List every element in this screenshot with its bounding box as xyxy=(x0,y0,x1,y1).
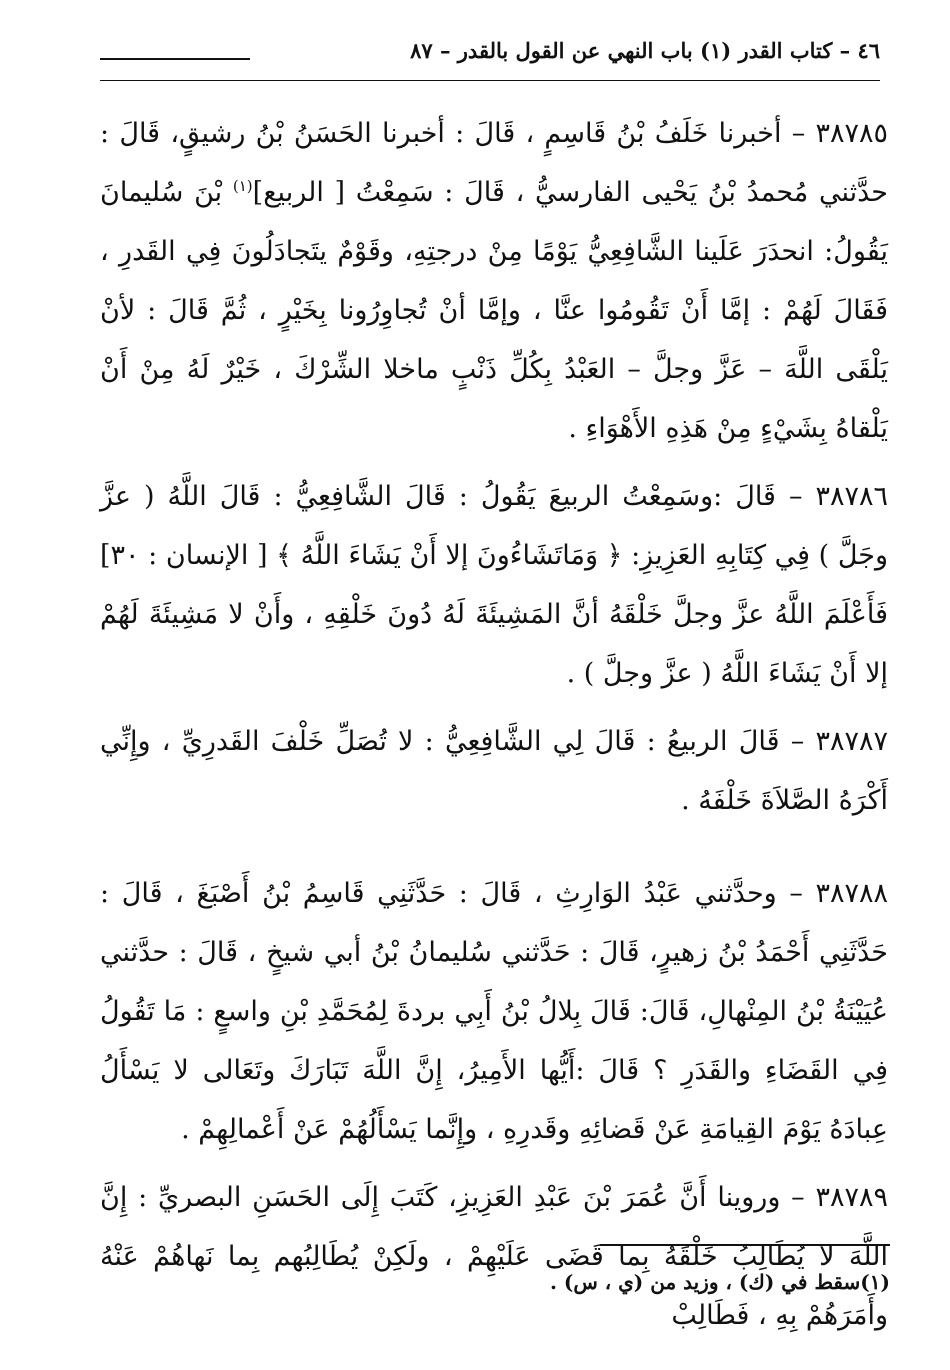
paragraph-38785 xyxy=(100,104,888,458)
hadith-number: ٣٨٧٨٧ xyxy=(815,726,888,757)
header-rule xyxy=(100,58,250,60)
footnote-separator xyxy=(600,1244,890,1246)
paragraph-text: أخبرنا خَلَفُ بْنُ قَاسِمٍ ، قَالَ : أخبرنا الحَسَنُ بْنُ رشيقٍ، قَالَ : حدَّثني مُحمدُ بْنُ يَحْيى الفارسيُّ ، قَالَ : سَمِعْتُ [ الربيع] xyxy=(100,118,888,208)
paragraph-text: قَالَ الربيعُ : قَالَ لِي الشَّافِعِيُّ : لا تُصَلِّ خَلْفَ القَدرِيِّ ، وإِنِّي أَكْرَهُ الصَّلاَةَ خَلْفَهُ . xyxy=(100,726,888,816)
number-dash: – xyxy=(775,481,816,512)
number-dash: – xyxy=(779,726,816,757)
paragraph-text: قَالَ :وسَمِعْتُ الربيعَ يَقُولُ : قَالَ الشَّافِعِيُّ : قَالَ اللَّهُ ( عزَّ وجَلَّ ) فِي كِتَابِهِ العَزِيزِ: ﴿ وَمَاتَشَاءُونَ إلا أَنْ يَشَاءَ اللَّهُ ﴾ [ الإنسان : ٣٠] فَأَعْلَمَ اللَّهُ عزَّ وجلَّ خَلْقَهُ أنَّ المَشِيئَةَ لَهُ دُونَ خَلْقِهِ ، وأَنْ لا مَشِيئَةَ لَهُمْ إلا أَنْ يَشَاءَ اللَّهُ ( عزَّ وجلَّ ) . xyxy=(100,481,888,689)
paragraph-38789 xyxy=(100,1168,888,1345)
paragraph-38786 xyxy=(100,467,888,703)
number-dash: – xyxy=(776,878,816,909)
header-underline xyxy=(100,80,880,81)
hadith-number: ٣٨٧٨٩ xyxy=(815,1182,888,1213)
hadith-number: ٣٨٧٨٥ xyxy=(815,118,888,149)
paragraph-text: وحدَّثني عَبْدُ الوَارِثِ ، قَالَ : حَدَّثَنِي قَاسِمُ بْنُ أَصْبَغَ ، قَالَ : حَدَّثَنِي أَحْمَدُ بْنُ زهيرٍ، قَالَ : حَدَّثني سُليمانُ بْنُ أبي شيخٍ ، قَالَ : حدَّثني عُيَيْنَةُ بْنُ المِنْهالِ، قَالَ: قَالَ بِلالُ بْنُ أَبِي بردةَ لِمُحَمَّدِ بْنِ واسعٍ : مَا تَقُولُ فِي القَضَاءِ والقَدَرِ ؟ قَالَ :أَيُّها الأَمِيرُ، إِنَّ اللَّهَ تَبَارَكَ وتَعَالى لا يَسْأَلُ عِبادَهُ يَوْمَ القِيامَةِ عَنْ قَضائِهِ وقَدرِهِ ، وإِنَّما يَسْأَلُهُمْ عَنْ أَعْمالِهِمْ . xyxy=(100,878,888,1145)
paragraph-38787 xyxy=(100,712,888,830)
number-dash: – xyxy=(780,1182,816,1213)
hadith-number: ٣٨٧٨٦ xyxy=(815,481,888,512)
paragraph-text-continued: بْنَ سُليمانَ يَقُولُ: انحدَرَ عَلَينا الشَّافِعِيُّ يَوْمًا مِنْ درجتِهِ، وقَوْمٌ يتَجادَلُونَ فِي القَدرِ ، فَقَالَ لَهُمْ : إمَّا أَنْ تَقُومُوا عنَّا ، وإمَّا أنْ تُجاوِرُونا بِخَيْرٍ ، ثُمَّ قَالَ : لأنْ يَلْقَى اللَّهَ – عَزَّ وجلَّ – العَبْدُ بِكُلِّ ذَنْبٍ ماخلا الشِّرْكَ ، خَيْرٌ لَهُ مِنْ أَنْ يَلْقاهُ بِشَيْءٍ مِنْ هَذِهِ الأَهْوَاءِ . xyxy=(100,177,888,444)
page-header xyxy=(100,38,880,82)
hadith-number: ٣٨٧٨٨ xyxy=(815,878,888,909)
footnote-reference: (١) xyxy=(232,177,253,195)
paragraph-text: وروينا أَنَّ عُمَرَ بْنَ عَبْدِ العَزِيزِ، كَتَبَ إِلَى الحَسَنِ البصريِّ : إِنَّ اللَّهَ لا يُطَالِبُ خَلْقَهُ بِما قَضَى عَلَيْهِمْ ، ولَكِنْ يُطَالِبُهم بِما نَهاهُمْ عَنْهُ وأَمَرَهُمْ بِهِ ، فَطَالِبْ xyxy=(100,1182,888,1331)
paragraph-38788 xyxy=(100,864,888,1159)
running-title: ٤٦ – كتاب القدر (١) باب النهي عن القول بالقدر – ٨٧ xyxy=(410,38,880,63)
number-dash: – xyxy=(781,118,816,149)
main-text xyxy=(100,104,888,1345)
footnote: (١)سقط في (ك) ، وزيد من (ي ، س) . xyxy=(549,1270,890,1294)
